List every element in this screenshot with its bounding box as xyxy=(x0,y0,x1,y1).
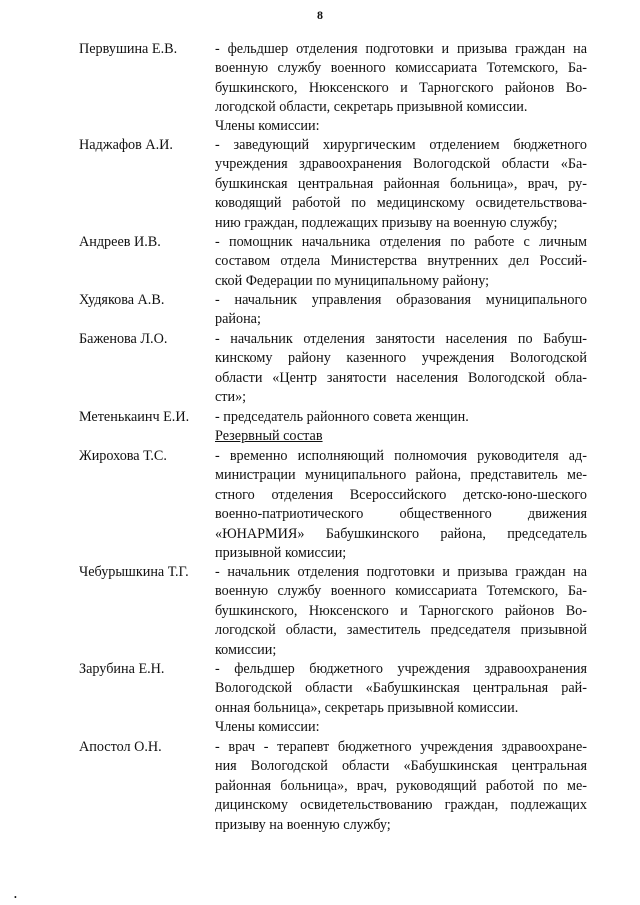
desc-line: кинскому району казенного учреждения Вологодской xyxy=(215,350,587,367)
entry-description xyxy=(215,233,587,291)
entry-description xyxy=(215,40,587,118)
desc-line: района; xyxy=(215,311,261,328)
desc-line: ководящий работой по медицинскому освидетельствова- xyxy=(215,195,587,212)
desc-line: стного отделения Всероссийского детско-юно-шеского xyxy=(215,486,587,503)
desc-line: военно-патриотического общественного движения xyxy=(215,506,587,523)
corner-mark: • xyxy=(14,893,17,902)
entry-name: Апостол О.Н. xyxy=(79,739,162,755)
desc-line: призывной комиссии; xyxy=(215,545,347,562)
entry-description xyxy=(215,330,587,408)
desc-line: бушкинского, Нюксенского и Тарногского районов Во- xyxy=(215,79,587,96)
entry-description xyxy=(215,447,587,563)
desc-line: призыву на военную службу; xyxy=(215,816,391,833)
members-heading-reserve: Члены комиссии: xyxy=(215,719,320,735)
desc-line: нию граждан, подлежащих призыву на военную службу; xyxy=(215,214,558,231)
reserve-heading: Резервный состав xyxy=(215,428,323,444)
entry-name: Андреев И.В. xyxy=(79,234,161,250)
desc-line: - помощник начальника отделения по работе с личным xyxy=(215,234,587,250)
desc-line: районная больница», врач, руководящий работой по ме- xyxy=(215,777,587,794)
entry-description xyxy=(215,408,587,427)
desc-line: - временно исполняющий полномочия руководителя ад- xyxy=(215,448,587,464)
desc-line: - председатель районного совета женщин. xyxy=(215,409,469,425)
entry-name: Худякова А.В. xyxy=(79,292,165,308)
desc-line: министрации муниципального района, представитель ме- xyxy=(215,467,587,484)
desc-line: области «Центр занятости населения Вологодской обла- xyxy=(215,369,587,386)
desc-line: - фельдшер отделения подготовки и призыва граждан на xyxy=(215,41,587,57)
desc-line: военную службу военного комиссариата Тотемского, Ба- xyxy=(215,583,587,600)
members-heading: Члены комиссии: xyxy=(215,118,320,134)
entry-name: Метенькаинч Е.И. xyxy=(79,409,190,425)
entry-name: Зарубина Е.Н. xyxy=(79,661,165,677)
entry-description xyxy=(215,738,587,835)
desc-line: ской Федерации по муниципальному району; xyxy=(215,272,490,289)
entry-description xyxy=(215,136,587,233)
desc-line: учреждения здравоохранения Вологодской области «Ба- xyxy=(215,156,587,173)
desc-line: «ЮНАРМИЯ» Бабушкинского района, председатель xyxy=(215,525,587,542)
desc-line: составом отдела Министерства внутренних дел Россий- xyxy=(215,253,587,270)
entry-description xyxy=(215,563,587,660)
entry-name: Жирохова Т.С. xyxy=(79,448,167,464)
desc-line: - врач - терапевт бюджетного учреждения здравоохране- xyxy=(215,739,587,755)
desc-line: - начальник управления образования муниципального xyxy=(215,292,587,308)
entry-name: Чебурышкина Т.Г. xyxy=(79,564,189,580)
desc-line: сти»; xyxy=(215,389,247,406)
desc-line: военную службу военного комиссариата Тотемского, Ба- xyxy=(215,60,587,77)
desc-line: бушкинская центральная районная больница», врач, ру- xyxy=(215,175,587,192)
page-number: 8 xyxy=(317,8,323,22)
entry-description xyxy=(215,291,587,330)
desc-line: логодской области, секретарь призывной комиссии. xyxy=(215,99,528,116)
desc-line: Вологодской области «Бабушкинская центральная рай- xyxy=(215,680,587,697)
desc-line: бушкинского, Нюксенского и Тарногского районов Во- xyxy=(215,602,587,619)
desc-line: - начальник отделения подготовки и призыва граждан на xyxy=(215,564,587,580)
desc-line: - фельдшер бюджетного учреждения здравоохранения xyxy=(215,661,587,677)
desc-line: - заведующий хирургическим отделением бюджетного xyxy=(215,137,587,153)
entry-name: Наджафов А.И. xyxy=(79,137,173,153)
entry-description xyxy=(215,660,587,718)
desc-line: дицинскому освидетельствованию граждан, подлежащих xyxy=(215,797,587,814)
desc-line: логодской области, заместитель председателя призывной xyxy=(215,622,587,639)
desc-line: - начальник отделения занятости населения по Бабуш- xyxy=(215,331,587,347)
desc-line: онная больница», секретарь призывной комиссии. xyxy=(215,699,519,716)
entry-name: Баженова Л.О. xyxy=(79,331,168,347)
desc-line: комиссии; xyxy=(215,641,277,658)
entry-name: Первушина Е.В. xyxy=(79,41,178,57)
desc-line: ния Вологодской области «Бабушкинская центральная xyxy=(215,758,587,775)
